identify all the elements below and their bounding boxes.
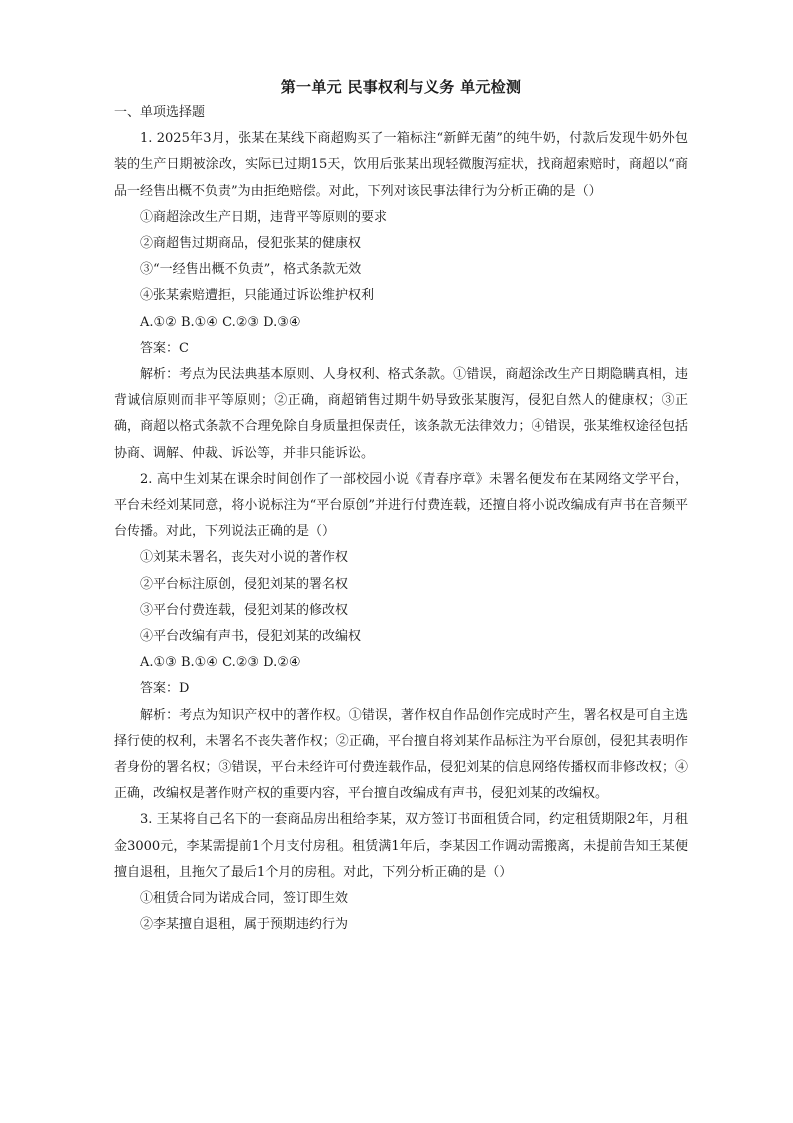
question-stem: 2. 高中生刘某在课余时间创作了一部校园小说《青春序章》未署名便发布在某网络文学平台，平台未经刘某同意，将小说标注为“平台原创”并进行付费连载，还擅自将小说改编成有声书在音频平台传播。对此，下列说法正确的是（）	[114, 471, 688, 540]
statement-item: ④平台改编有声书，侵犯刘某的改编权	[140, 629, 362, 645]
answer-choices: A.①② B.①④ C.②③ D.③④	[140, 314, 301, 330]
document-page	[114, 76, 688, 939]
question-stem: 3. 王某将自己名下的一套商品房出租给李某，双方签订书面租赁合同，约定租赁期限2年，月租金3000元，李某需提前1个月支付房租。租赁满1年后，李某因工作调动需搬离，未提前告知王某便擅自退租，且拖欠了最后1个月的房租。对此，下列分析正确的是（）	[114, 812, 688, 880]
document-title: 第一单元 民事权利与义务 单元检测	[280, 78, 522, 96]
question-stem: 1. 2025年3月，张某在某线下商超购买了一箱标注“新鲜无菌”的纯牛奶，付款后发现牛奶外包装的生产日期被涂改，实际已过期15天，饮用后张某出现轻微腹泻症状，找商超索赔时，商超以“商品一经售出概不负责”为由拒绝赔偿。对此，下列对该民事法律行为分析正确的是（）	[114, 131, 688, 199]
statement-item: ①刘某未署名，丧失对小说的著作权	[140, 550, 349, 566]
statement-item: ②平台标注原创，侵犯刘某的署名权	[140, 576, 349, 592]
answer-choices: A.①③ B.①④ C.②③ D.②④	[140, 655, 301, 671]
statement-item: ③平台付费连载，侵犯刘某的修改权	[140, 602, 349, 618]
analysis-paragraph: 解析：考点为知识产权中的著作权。①错误，著作权自作品创作完成时产生，署名权是可自主选择行使的权利，未署名不丧失著作权；②正确，平台擅自将刘某作品标注为平台原创，侵犯其表明作者身份的署名权；③错误，平台未经许可付费连载作品，侵犯刘某的信息网络传播权而非修改权；④正确，改编权是著作财产权的重要内容，平台擅自改编成有声书，侵犯刘某的改编权。	[114, 707, 688, 802]
answer-line: 答案：C	[140, 340, 189, 356]
statement-item: ③“一经售出概不负责”，格式条款无效	[140, 262, 362, 278]
statement-item: ②商超售过期商品，侵犯张某的健康权	[140, 236, 362, 252]
statement-item: ②李某擅自退租，属于预期违约行为	[140, 917, 349, 933]
question-2	[114, 467, 688, 808]
analysis-paragraph: 解析：考点为民法典基本原则、人身权利、格式条款。①错误，商超涂改生产日期隐瞒真相，违背诚信原则而非平等原则；②正确，商超销售过期牛奶导致张某腹泻，侵犯自然人的健康权；③正确，商超以格式条款不合理免除自身质量担保责任，该条款无法律效力；④错误，张某维权途径包括协商、调解、仲裁、诉讼等，并非只能诉讼。	[114, 367, 688, 461]
question-3	[114, 807, 688, 938]
statement-item: ①租赁合同为诺成合同，签订即生效	[140, 891, 349, 907]
statement-item: ①商超涂改生产日期，违背平等原则的要求	[140, 209, 388, 225]
statement-item: ④张某索赔遭拒，只能通过诉讼维护权利	[140, 288, 375, 304]
question-1	[114, 126, 688, 467]
answer-line: 答案：D	[140, 681, 190, 697]
section-heading: 一、单项选择题	[114, 105, 206, 120]
